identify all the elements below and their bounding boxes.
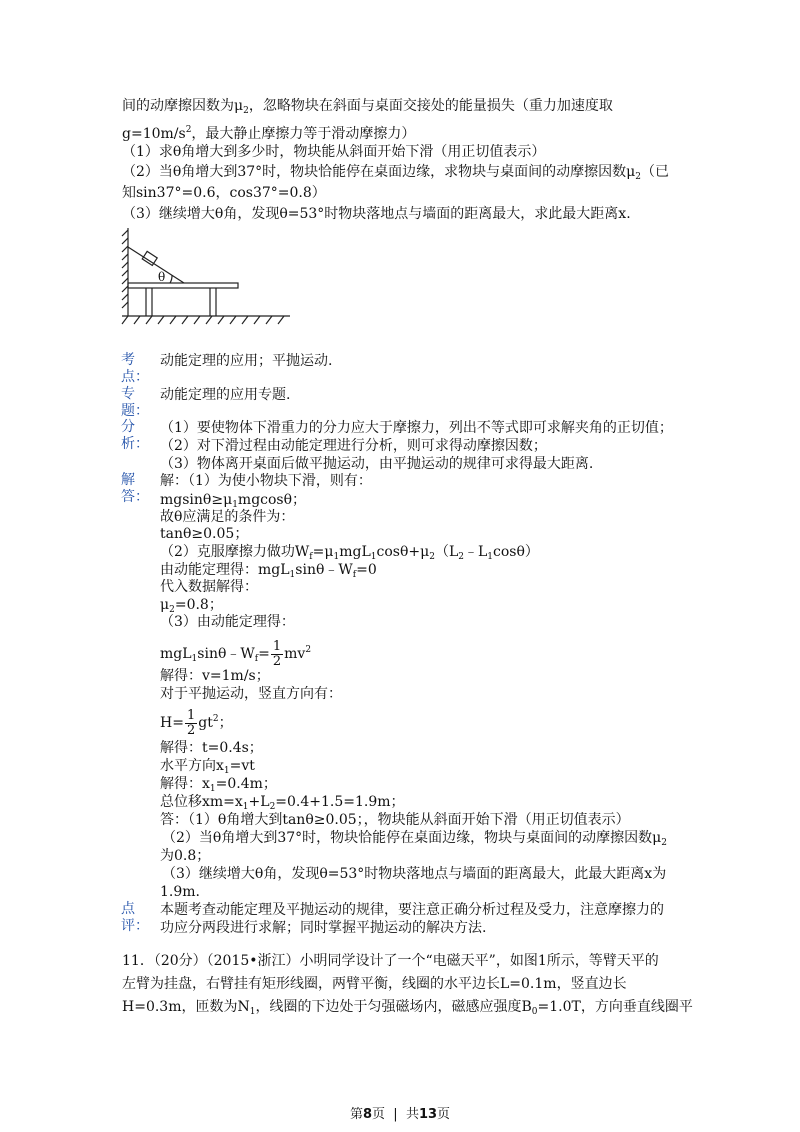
problem-line-1: 间的动摩擦因数为$\mu_2$，忽略物块在斜面与桌面交接处的能量损失（重力加速度取 — [122, 98, 613, 116]
q11-line-1: 11．（20分）（2015•浙江）小明同学设计了一个“电磁天平”，如图1所示，等臂天平的 — [122, 953, 659, 969]
answer-3: （3）继续增大θ角，发现θ=53°时物块落地点与墙面的距离最大，此最大距离x为 — [162, 866, 667, 882]
question-3: （3）继续增大θ角，发现θ=53°时物块落地点与墙面的距离最大，求此最大距离x. — [122, 206, 631, 222]
fraction-half-2: $\frac{1}{2}$ — [186, 707, 196, 738]
fenxi-line-2: （2）对下滑过程由动能定理进行分析，则可求得动摩擦因数； — [160, 438, 547, 454]
total-pages: 13 — [418, 1107, 438, 1122]
jieda-s3: 故θ应满足的条件为： — [160, 509, 295, 525]
label-jieda: 解 答： — [121, 472, 149, 505]
question-2-cont: 知sin37°=0.6，cos37°=0.8） — [122, 185, 326, 201]
dianping-line-1: 本题考查动能定理及平抛运动的规律，要注意正确分析过程及受力，注意摩擦力的 — [160, 902, 664, 918]
fenxi-line-3: （3）物体离开桌面后做平抛运动，由平抛运动的规律可求得最大距离. — [160, 456, 594, 472]
kaodian-text: 动能定理的应用；平抛运动. — [160, 353, 333, 369]
jieda-s6: 由动能定理得：$mgL_1\sin\theta﹣W_f=0$ — [160, 562, 377, 580]
label-kaodian: 考 点： — [121, 352, 149, 385]
jieda-s10: $mgL_1\sin\theta﹣W_f=$ $\frac{1}{2}$ $mv^2$ — [160, 638, 312, 669]
theta-label: θ — [158, 270, 166, 284]
problem-line-2: $g=10m/s^2$，最大静止摩擦力等于滑动摩擦力） — [122, 125, 416, 142]
jieda-s7: 代入数据解得： — [160, 579, 258, 595]
jieda-s12: 对于平抛运动，竖直方向有： — [160, 686, 342, 702]
jieda-s16: 解得：$x_1=0.4m$； — [160, 776, 277, 794]
jieda-s1: 解：（1）为使小物块下滑，则有： — [160, 473, 372, 489]
answer-3-cont: 1.9m. — [160, 884, 200, 900]
label-fenxi: 分 析： — [121, 419, 149, 452]
jieda-s11: 解得：v=1m/s； — [160, 668, 270, 684]
page-number: 8 — [362, 1107, 372, 1122]
question-2: （2）当θ角增大到37°时，物块恰能停在桌面边缘，求物块与桌面间的动摩擦因数$\mu_2$（已 — [122, 164, 669, 182]
question-1: （1）求θ角增大到多少时，物块能从斜面开始下滑（用正切值表示） — [122, 144, 546, 160]
jieda-s13: H= $\frac{1}{2}$ $gt^2$； — [160, 707, 233, 738]
label-dianping: 点 评： — [121, 901, 149, 934]
answer-1: 答：（1）θ角增大到tanθ≥0.05；，物块能从斜面开始下滑（用正切值表示） — [160, 812, 630, 828]
jieda-s5: （2）克服摩擦力做功$W_f=\mu_1mgL_1\cos\theta+\mu_2(L_2﹣L_1\cos\theta)$ — [160, 544, 539, 562]
jieda-s17: 总位移$xm=x_1+L_2=0.4+1.5=1.9m$； — [160, 794, 405, 812]
fenxi-line-1: （1）要使物体下滑重力的分力应大于摩擦力，列出不等式即可求解夹角的正切值； — [160, 420, 673, 436]
answer-2-cont: 为0.8； — [160, 848, 211, 864]
q11-line-3: H=0.3m，匝数为$N_1$，线圈的下边处于匀强磁场内，磁感应强度$B_0=1.0T$，方向垂直线圈平 — [122, 999, 693, 1017]
jieda-s15: 水平方向$x_1=vt$ — [160, 758, 255, 776]
jieda-s2: $mgsin\theta\ge\mu_1mgcos\theta$； — [160, 492, 307, 510]
zhuanti-text: 动能定理的应用专题. — [160, 387, 291, 403]
dianping-line-2: 功应分两段进行求解；同时掌握平抛运动的解决方法. — [160, 920, 487, 936]
page-footer: 第8页 | 共13页 — [349, 1107, 451, 1122]
jieda-s8: $\mu_2=0.8$； — [160, 597, 223, 615]
incline-table-figure — [118, 224, 298, 330]
answer-2: （2）当θ角增大到37°时，物块恰能停在桌面边缘，物块与桌面间的动摩擦因数$\mu_2$ — [162, 830, 667, 848]
jieda-s4: tanθ≥0.05； — [160, 526, 249, 542]
fraction-half: $\frac{1}{2}$ — [272, 638, 282, 669]
label-zhuanti: 专 题： — [121, 386, 149, 419]
q11-line-2: 左臂为挂盘，右臂挂有矩形线圈，两臂平衡，线圈的水平边长L=0.1m，竖直边长 — [122, 976, 627, 992]
jieda-s9: （3）由动能定理得： — [160, 614, 295, 630]
jieda-s14: 解得：t=0.4s； — [160, 740, 263, 756]
